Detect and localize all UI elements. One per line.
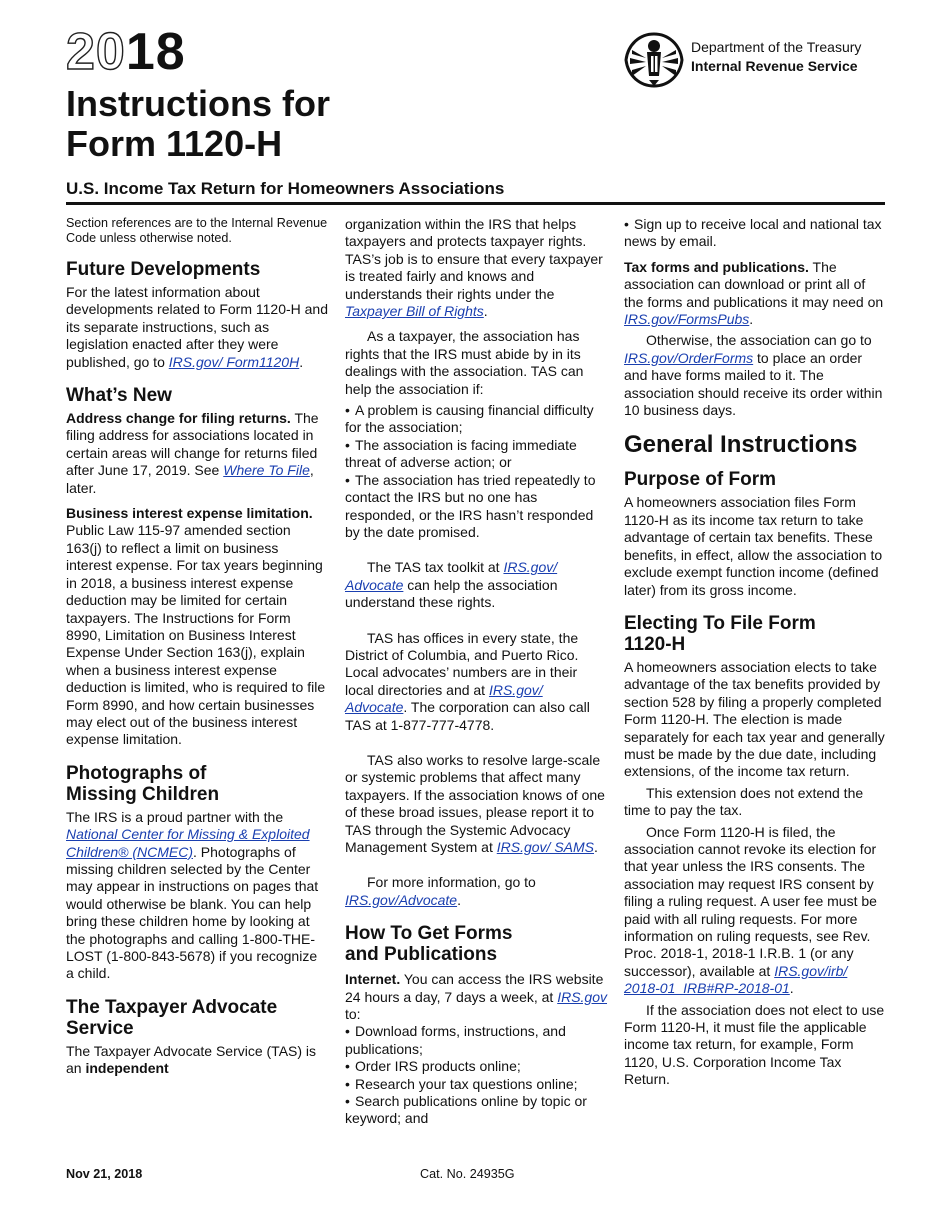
column-2: [345, 216, 607, 1128]
header-rule: [66, 202, 885, 205]
page-subtitle: U.S. Income Tax Return for Homeowners Associations: [66, 179, 505, 198]
agency-block: [624, 32, 894, 88]
tas-rights-paragraph: As a taxpayer, the association has rights that the IRS must abide by in its dealings with the association. TAS can help the association if:: [345, 328, 584, 397]
forms-pubs-link[interactable]: IRS.gov/FormsPubs: [624, 311, 750, 328]
ncmec-link[interactable]: National Center for Missing & Exploited Children® (NCMEC): [66, 826, 310, 860]
future-developments-heading: Future Developments: [66, 259, 261, 280]
list-item: • Download forms, instructions, and publications;: [345, 1023, 607, 1058]
order-forms-paragraph: Otherwise, the association can go to IRS.gov/OrderForms to place an order and have forms mailed to it. The association should receive its order within 10 business days.: [624, 332, 883, 419]
list-item: • The association has tried repeatedly to contact the IRS but no one has responded, or the IRS hasn’t responded by the date promised.: [345, 472, 607, 542]
tas-systemic-paragraph: TAS also works to resolve large-scale or systemic problems that affect many taxpayers. If the association knows of one of these broad issues, please report it to TAS through the Systemic Advocacy Management System at IRS.gov/ SAMS.: [345, 751, 605, 855]
advocate-link[interactable]: IRS.gov/ Advocate: [345, 559, 558, 593]
column-1: [66, 216, 328, 1078]
tax-forms-paragraph: Tax forms and publications. The association can download or print all of the forms and publications it may need on IRS.gov/FormsPubs.: [624, 258, 884, 328]
list-item: • The association is facing immediate threat of adverse action; or: [345, 437, 607, 472]
extension-text: This extension does not extend the time to pay the tax.: [624, 784, 864, 819]
missing-children-heading: Photographs of Missing Children: [66, 762, 220, 805]
footer-date: Nov 21, 2018: [66, 1167, 143, 1181]
list-item: • Search publications online by topic or keyword; and: [345, 1093, 607, 1128]
address-change-paragraph: Address change for filing returns. The filing address for associations located in certain areas will change for returns filed after June 17, 2019. See Where To File, later.: [66, 410, 319, 496]
agency-name: Internal Revenue Service: [691, 58, 858, 74]
list-item: • Order IRS products online;: [345, 1058, 607, 1075]
column-3: [624, 216, 886, 1089]
purpose-heading: Purpose of Form: [624, 469, 777, 491]
title-line-2: Form 1120-H: [66, 123, 283, 164]
general-instructions-heading: General Instructions: [624, 431, 858, 459]
list-item: • Sign up to receive local and national tax news by email.: [624, 216, 886, 251]
interest-expense-paragraph: Business interest expense limitation. Public Law 115-97 amended section 163(j) to reflect a limit on business interest expense. For tax years beginning in 2018, a business interest expense deduction may be limited for certain taxpayers. The Instructions for Form 8990, Limitation on Business Interest Expense Under Section 163(j), explain when a business interest expense deduction is limited, who is required to file Form 8990, and how certain businesses may elect out of the business interest expense limitation.: [66, 505, 326, 748]
electing-heading: Electing To File Form 1120-H: [624, 612, 816, 655]
title-line-1: Instructions for: [66, 83, 331, 124]
tas-intro-paragraph: organization within the IRS that helps taxpayers and protects taxpayer rights. TAS’s job is to ensure that every taxpayer is treated fairly and knows and understands their rights under the Taxpayer Bill of Rights.: [345, 216, 603, 320]
section-references-note: Section references are to the Internal Revenue Code unless otherwise noted.: [66, 216, 328, 245]
internet-paragraph: Internet. You can access the IRS website 24 hours a day, 7 days a week, at IRS.gov to:: [345, 971, 608, 1023]
footer-cat-no: Cat. No. 24935G: [420, 1167, 515, 1181]
revoke-election-text: Once Form 1120-H is filed, the association cannot revoke its election for that year unless the IRS consents. The association may request IRS consent by filing a ruling request. A user fee must be paid with all ruling requests. For more information on ruling requests, see Rev. Proc. 2018-1, 2018-1 I.R.B. 1 (or any successor), available at IRS.gov/irb/ 2018-01_IRB#RP-2018-01.: [624, 823, 877, 997]
tas-more-info-paragraph: For more information, go to IRS.gov/Advocate.: [345, 874, 536, 908]
get-forms-heading: How To Get Forms and Publications: [345, 923, 513, 966]
taxpayer-bill-of-rights-link[interactable]: Taxpayer Bill of Rights: [345, 303, 484, 320]
form1120h-link[interactable]: IRS.gov/ Form1120H: [168, 353, 300, 370]
advocate-link-2[interactable]: IRS.gov/ Advocate: [345, 681, 543, 716]
electing-text: A homeowners association elects to take advantage of the tax benefits provided by section 528 by filing a properly completed Form 1120-H. The election is made separately for each tax year and generally must be made by the due date, including extensions, of the income tax return.: [624, 658, 885, 780]
page-title: [66, 84, 330, 164]
future-developments-text: For the latest information about developments related to Form 1120-H and its separate instructions, such as legislation enacted after they were published, go to IRS.gov/ Form1120H.: [66, 284, 328, 370]
tas-offices-paragraph: TAS has offices in every state, the District of Columbia, and Puerto Rico. Local advocates’ numbers are in their local directories and at IRS.gov/ Advocate. The corporation can also call TAS at 1-877-777-4778.: [345, 629, 590, 733]
advocate-link-3[interactable]: IRS.gov/Advocate: [345, 891, 458, 908]
irs-eagle-logo-icon: [624, 32, 684, 88]
irs-gov-link[interactable]: IRS.gov: [557, 988, 608, 1005]
taxpayer-advocate-text: The Taxpayer Advocate Service (TAS) is an independent: [66, 1042, 317, 1077]
purpose-text: A homeowners association files Form 1120-H as its income tax return to take advantage of certain tax benefits. These benefits, in effect, allow the association to exclude exempt function income (defined later) from its gross income.: [624, 494, 883, 598]
whats-new-heading: What’s New: [66, 385, 172, 407]
department-name: Department of the Treasury: [691, 39, 862, 55]
form-year: [66, 24, 186, 80]
taxpayer-advocate-heading: The Taxpayer Advocate Service: [66, 996, 278, 1039]
tas-toolkit-paragraph: The TAS tax toolkit at IRS.gov/ Advocate can help the association understand these rights.: [345, 559, 558, 611]
internet-list: [345, 1023, 607, 1127]
order-forms-link[interactable]: IRS.gov/OrderForms: [624, 349, 754, 366]
tas-help-list: [345, 402, 607, 541]
where-to-file-link[interactable]: Where To File: [223, 462, 310, 479]
list-item: • A problem is causing financial difficulty for the association;: [345, 402, 607, 437]
rev-proc-link[interactable]: IRS.gov/irb/ 2018-01_IRB#RP-2018-01: [624, 962, 848, 997]
year-outline: 20: [66, 23, 126, 81]
year-solid: 18: [125, 23, 186, 81]
sams-link[interactable]: IRS.gov/ SAMS: [496, 839, 595, 855]
list-item: • Research your tax questions online;: [345, 1076, 607, 1093]
missing-children-text: The IRS is a proud partner with the National Center for Missing & Exploited Children® (NCMEC). Photographs of missing children selected by the Center may appear in instructions on pages that would otherwise be blank. You can help bring these children home by looking at the photographs and calling 1-800-THE-LOST (1-800-843-5678) if you recognize a child.: [66, 808, 319, 982]
not-elect-text: If the association does not elect to use Form 1120-H, it must file the applicable income tax return, for example, Form 1120, U.S. Corporation Income Tax Return.: [624, 1001, 885, 1088]
